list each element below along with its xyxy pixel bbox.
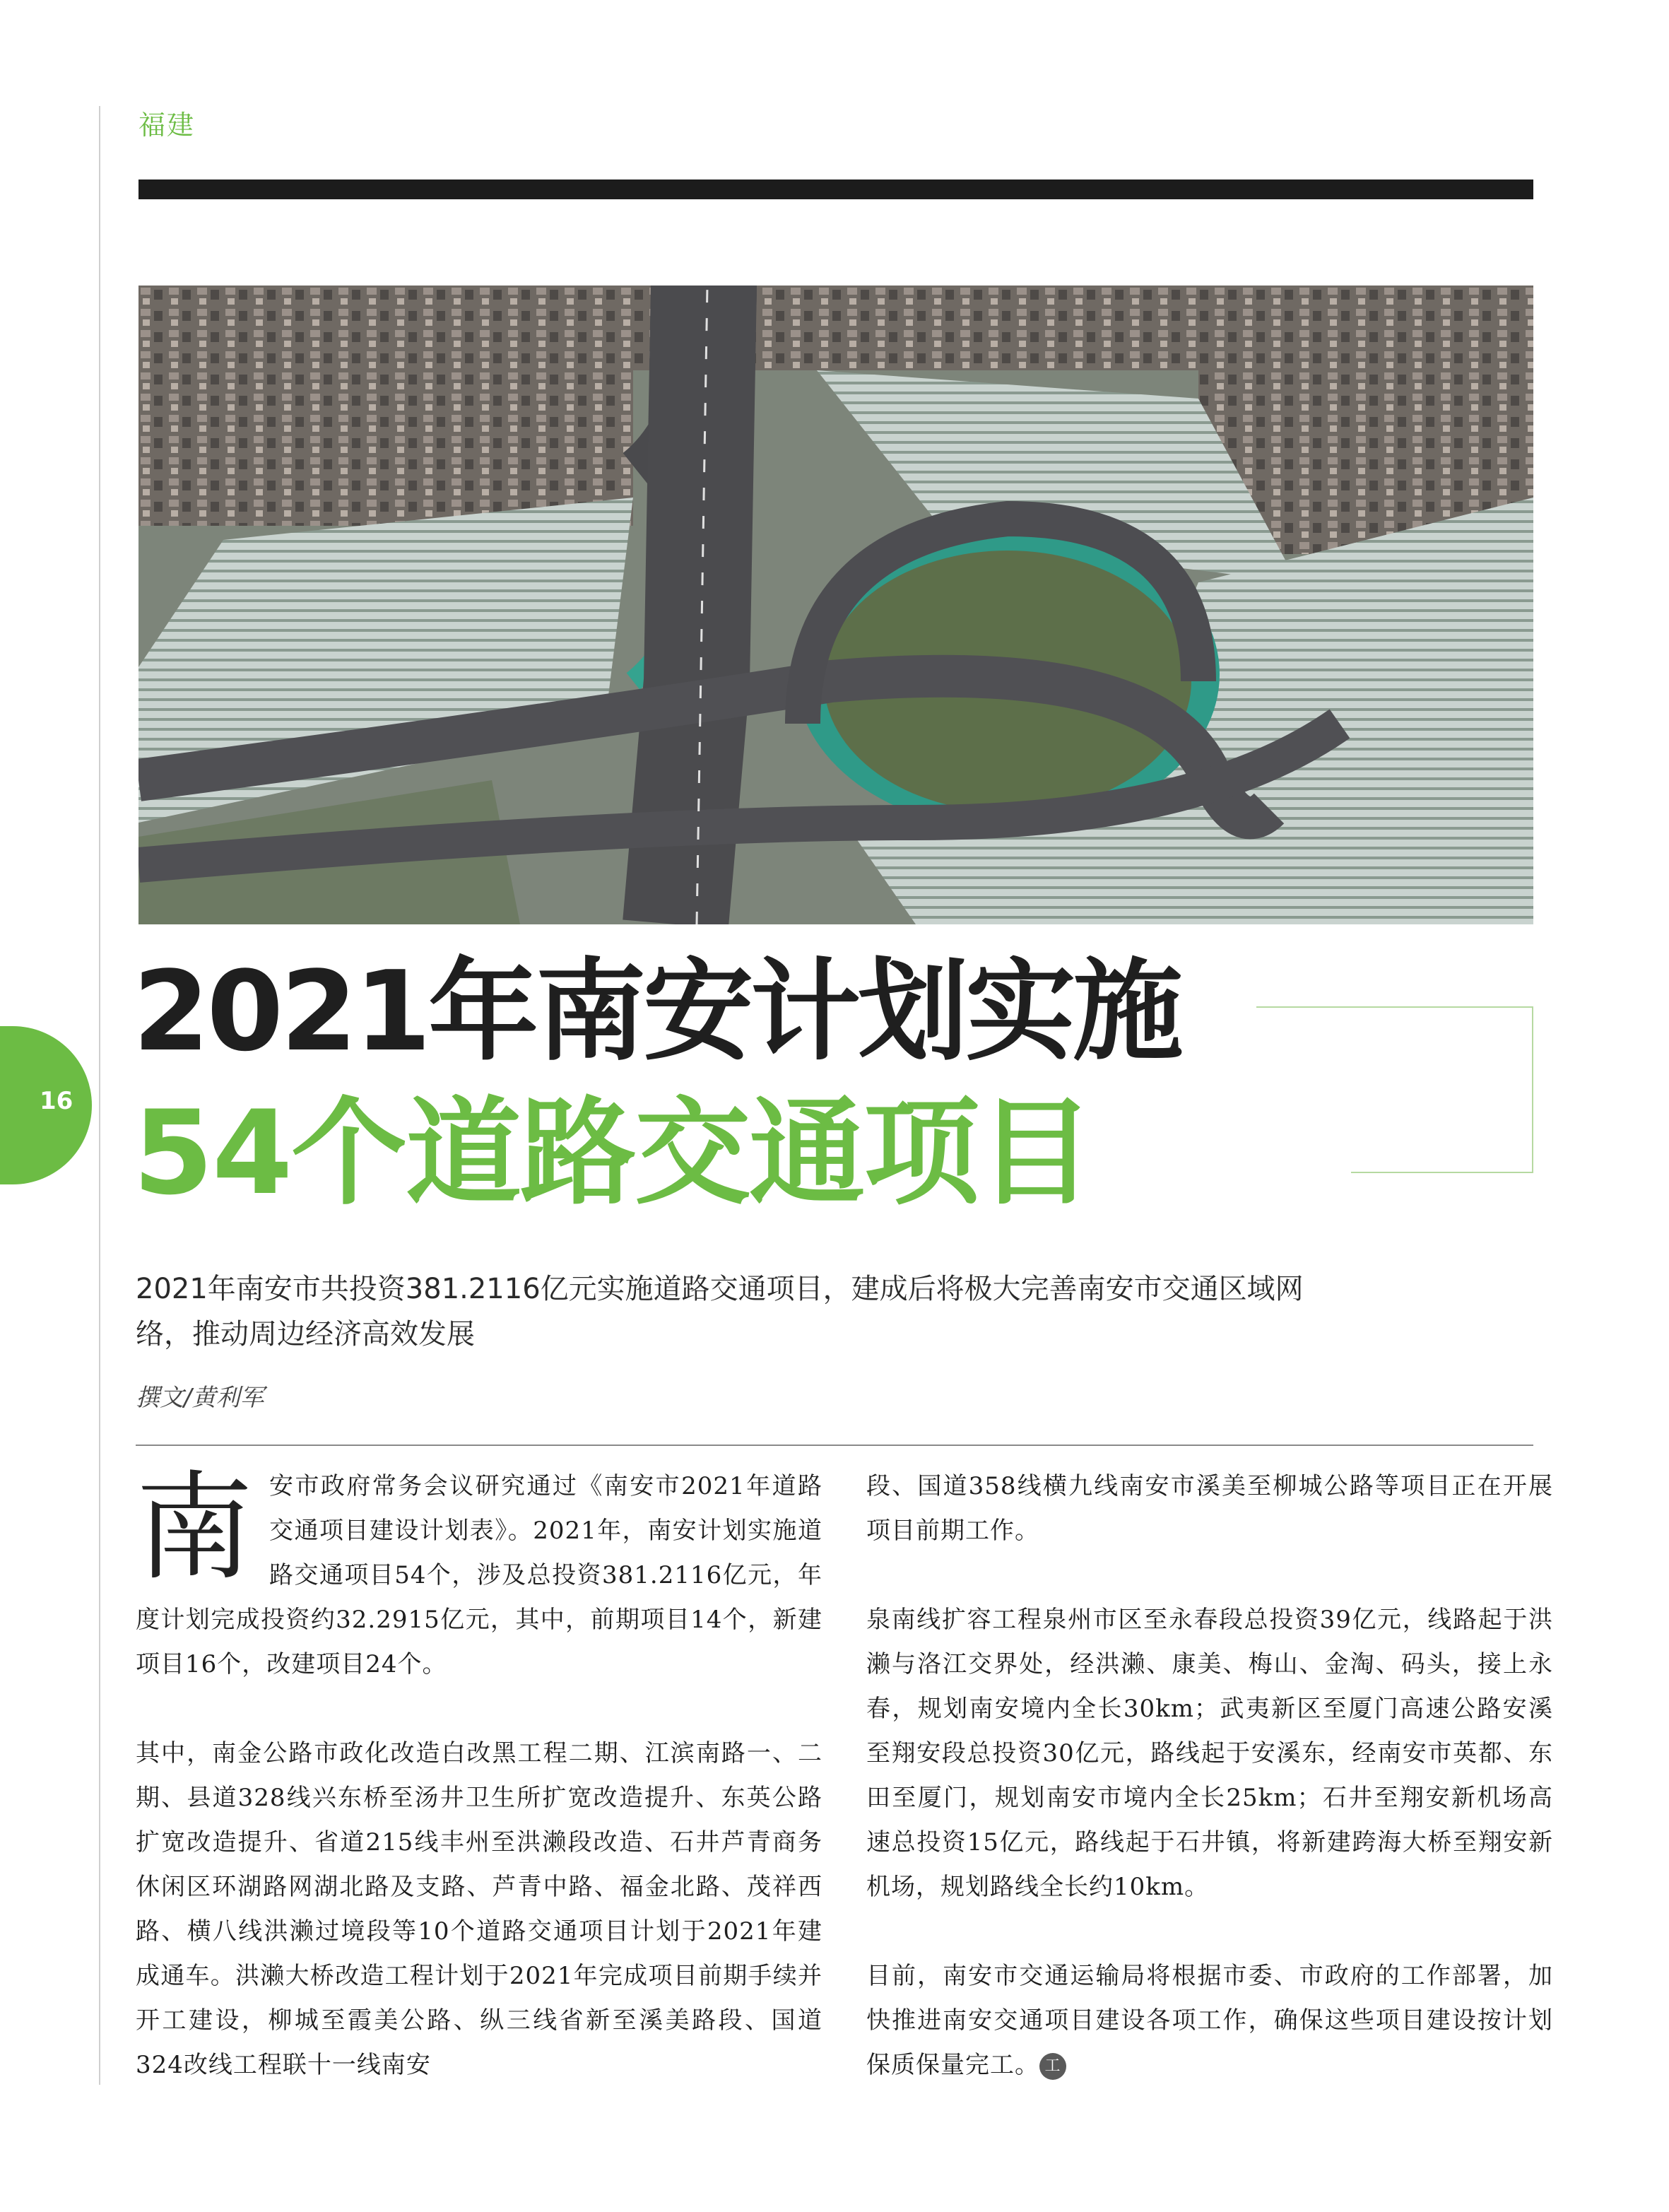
aerial-highway-interchange-photo: [138, 286, 1533, 924]
divider: [136, 1445, 1533, 1446]
page-number: 16: [40, 1087, 73, 1115]
header-bar: [138, 180, 1533, 199]
paragraph-text: 安市政府常务会议研究通过《南安市2021年道路交通项目建设计划表》。2021年，南安计划实施道路交通项目54个，涉及总投资381.2116亿元，年度计划完成投资约32.2915亿元，其中，前期项目14个，新建项目16个，改建项目24个。: [136, 1472, 822, 1678]
article-column-left: [136, 1460, 822, 2132]
paragraph-text: 目前，南安市交通运输局将根据市委、市政府的工作部署，加快推进南安交通项目建设各项工作，确保这些项目建设按计划保质保量完工。: [866, 1962, 1553, 2079]
article-paragraph: [136, 1460, 822, 1687]
end-mark-icon: 工: [1039, 2053, 1066, 2080]
article-paragraph: [866, 1954, 1553, 2088]
dropcap: 南: [136, 1460, 254, 1596]
subtitle: 2021年南安市共投资381.2116亿元实施道路交通项目，建成后将极大完善南安市交通区域网络，推动周边经济高效发展: [136, 1273, 1304, 1351]
article-column-right: [866, 1464, 1553, 2132]
hero-photo: [138, 286, 1533, 924]
headline-line-1: 2021年南安计划实施: [133, 947, 1181, 1076]
title-frame-line: [1351, 1172, 1533, 1173]
left-margin-rule: [99, 106, 100, 2085]
title-frame-line: [1256, 1006, 1533, 1008]
title-frame-line: [1532, 1006, 1533, 1173]
article-paragraph: 其中，南金公路市政化改造白改黑工程二期、江滨南路一、二期、县道328线兴东桥至汤井卫生所扩宽改造提升、东英公路扩宽改造提升、省道215线丰州至洪濑段改造、石井芦青商务休闲区环湖路网湖北路及支路、芦青中路、福金北路、茂祥西路、横八线洪濑过境段等10个道路交通项目计划于2021年建成通车。洪濑大桥改造工程计划于2021年完成项目前期手续并开工建设，柳城至霞美公路、纵三线省新至溪美路段、国道324改线工程联十一线南安: [136, 1739, 822, 2079]
article-paragraph: 泉南线扩容工程泉州市区至永春段总投资39亿元，线路起于洪濑与洛江交界处，经洪濑、康美、梅山、金淘、码头，接上永春，规划南安境内全长30km；武夷新区至厦门高速公路安溪至翔安段总投资30亿元，路线起于安溪东，经南安市英都、东田至厦门，规划南安市境内全长25km；石井至翔安新机场高速总投资15亿元，路线起于石井镇，将新建跨海大桥至翔安新机场，规划路线全长约10km。: [866, 1606, 1553, 1901]
article-paragraph: 段、国道358线横九线南安市溪美至柳城公路等项目正在开展项目前期工作。: [866, 1472, 1553, 1545]
byline: 撰文/黄利军: [136, 1384, 264, 1412]
headline-line-2: 54个道路交通项目: [133, 1086, 1093, 1220]
section-label: 福建: [138, 110, 196, 141]
